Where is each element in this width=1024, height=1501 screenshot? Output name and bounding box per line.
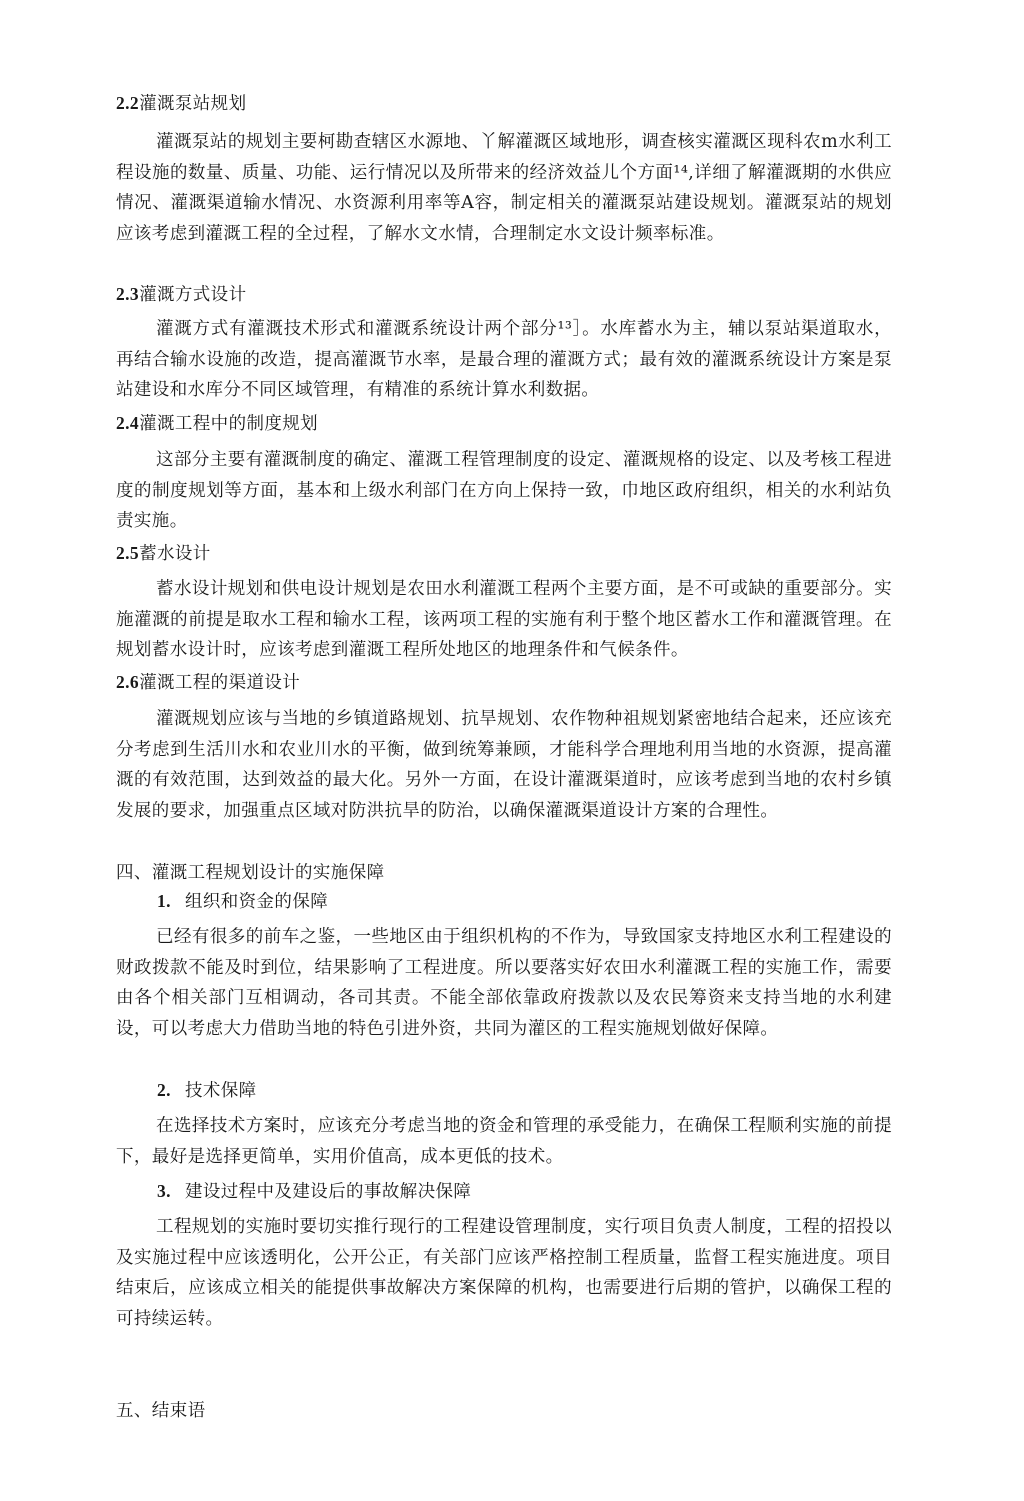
section-number: 2.3 bbox=[116, 284, 140, 304]
section-heading-2-3 bbox=[116, 281, 892, 306]
section-heading-2-2 bbox=[116, 90, 892, 115]
numbered-heading-1 bbox=[157, 888, 933, 913]
numbered-heading-3 bbox=[157, 1178, 933, 1203]
item-number: 2. bbox=[157, 1080, 171, 1100]
section-number: 2.6 bbox=[116, 672, 140, 692]
numbered-heading-2 bbox=[157, 1077, 933, 1102]
item-number: 3. bbox=[157, 1181, 171, 1201]
section-number: 2.4 bbox=[116, 413, 140, 433]
item-title: 组织和资金的保障 bbox=[184, 892, 329, 912]
section-heading-4: 四、灌溉工程规划设计的实施保障 bbox=[116, 863, 385, 883]
paragraph-4-2: 在选择技术方案时，应该充分考虑当地的资金和管理的承受能力，在确保工程顺利实施的前提下，最好是选择更简单，实用价值高，成本更低的技术。 bbox=[116, 1116, 892, 1167]
paragraph-2-6: 灌溉规划应该与当地的乡镇道路规划、抗旱规划、农作物种祖规划紧密地结合起来，还应该充分考虑到生活川水和农业川水的平衡，做到统筹兼顾，才能科学合理地利用当地的水资源，提高灌溉的有效范围，达到效益的最大化。另外一方面，在设计灌溉渠道时，应该考虑到当地的农村乡镇发展的要求，加强重点区域对防洪抗旱的防治，以确保灌溉渠道设计方案的合理性。 bbox=[116, 709, 892, 821]
paragraph-2-5: 蓄水设计规划和供电设计规划是农田水利灌溉工程两个主要方面，是不可或缺的重要部分。实施灌溉的前提是取水工程和输水工程，该两项工程的实施有利于整个地区蓄水工作和灌溉管理。在规划蓄水设计时，应该考虑到灌溉工程所处地区的地理条件和气候条件。 bbox=[116, 579, 892, 660]
section-heading-5: 五、结束语 bbox=[116, 1401, 206, 1421]
section-title: 灌溉泵站规划 bbox=[139, 94, 247, 114]
paragraph-2-2: 灌溉泵站的规划主要柯勘查辖区水源地、丫解灌溉区域地形，调查核实灌溉区现科农m水利工程设施的数量、质量、功能、运行情况以及所带来的经济效益儿个方面¹⁴,详细了解灌溉期的水供应情况、灌溉渠道输水情况、水资源利用率等A容，制定相关的灌溉泵站建设规划。灌溉泵站的规划应该考虑到灌溉工程的全过程，了解水文水情，合理制定水文设计频率标准。 bbox=[116, 132, 892, 244]
paragraph-2-3: 灌溉方式有灌溉技术形式和灌溉系统设计两个部分¹³］。水库蓄水为主，辅以泵站渠道取水，再结合输水设施的改造，提高灌溉节水率，是最合理的灌溉方式；最有效的灌溉系统设计方案是泵站建设和水库分不同区域管理，有精准的系统计算水利数据。 bbox=[116, 319, 892, 400]
item-number: 1. bbox=[157, 891, 171, 911]
item-title: 建设过程中及建设后的事故解决保障 bbox=[184, 1182, 472, 1202]
section-heading-2-6 bbox=[116, 669, 892, 694]
section-title: 灌溉工程的渠道设计 bbox=[139, 673, 301, 693]
section-title: 灌溉工程中的制度规划 bbox=[139, 414, 319, 434]
section-number: 2.5 bbox=[116, 543, 140, 563]
paragraph-4-3: 工程规划的实施时要切实推行现行的工程建设管理制度，实行项目负责人制度，工程的招投以及实施过程中应该透明化，公开公正，有关部门应该严格控制工程质量，监督工程实施进度。项目结束后，应该成立相关的能提供事故解决方案保障的机构，也需要进行后期的管护，以确保工程的可持续运转。 bbox=[116, 1217, 892, 1329]
section-number: 2.2 bbox=[116, 93, 140, 113]
section-heading-2-4 bbox=[116, 410, 892, 435]
item-title: 技术保障 bbox=[184, 1081, 257, 1101]
section-heading-2-5 bbox=[116, 540, 892, 565]
paragraph-2-4: 这部分主要有灌溉制度的确定、灌溉工程管理制度的设定、灌溉规格的设定、以及考核工程进度的制度规划等方面，基本和上级水利部门在方向上保持一致，巾地区政府组织，相关的水利站负责实施。 bbox=[116, 450, 892, 531]
paragraph-4-1: 已经有很多的前车之鉴，一些地区由于组织机构的不作为，导致国家支持地区水利工程建设的财政拨款不能及时到位，结果影响了工程进度。所以要落实好农田水利灌溉工程的实施工作，需要由各个相关部门互相调动，各司其责。不能全部依靠政府拨款以及农民筹资来支持当地的水利建设，可以考虑大力借助当地的特色引进外资，共同为灌区的工程实施规划做好保障。 bbox=[116, 927, 892, 1039]
section-title: 灌溉方式设计 bbox=[139, 285, 247, 305]
section-title: 蓄水设计 bbox=[139, 544, 211, 564]
